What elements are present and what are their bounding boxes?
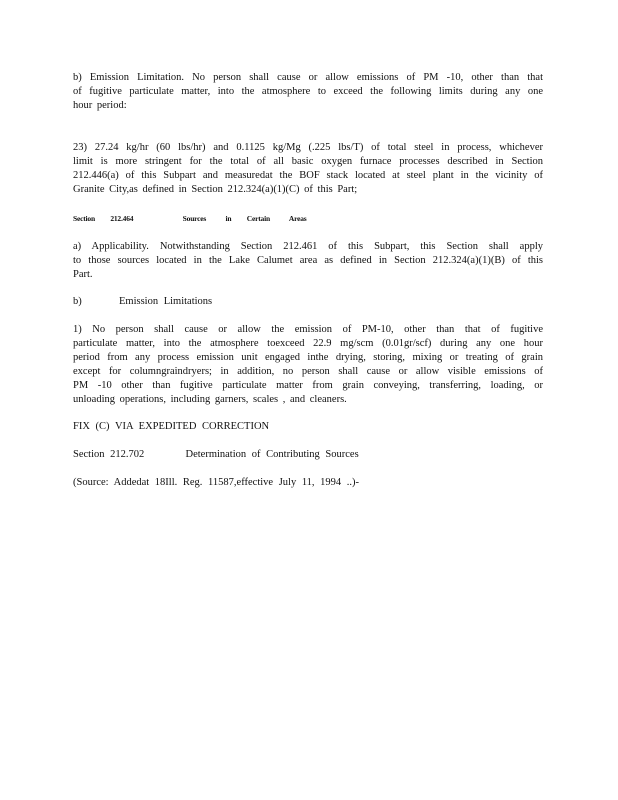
section-heading-word: Certain <box>246 214 270 223</box>
section-212-702 <box>73 448 359 462</box>
text-line: 23) 27.24 kg/hr (60 lbs/hr) and 0.1125 kg/Mg (.225 lbs/T) of total steel in process, whichever <box>73 142 543 153</box>
section-heading-word: in <box>225 214 232 223</box>
section-title: Determination of Contributing Sources <box>185 449 359 460</box>
text-line: 212.446(a) of this Subpart and measuredat the BOF stack located at steel plant in the vicinity of <box>73 170 543 181</box>
text-line: period from any process emission unit engaged inthe drying, storing, mixing or treating of grain <box>73 352 543 363</box>
source-line: (Source: Addedat 18Ill. Reg. 11587,effective July 11, 1994 ..)- <box>73 477 360 488</box>
section-heading-word: Sources <box>182 214 207 223</box>
paragraph-emission-limitation <box>73 71 543 113</box>
text-line: b) Emission Limitation. No person shall cause or allow emissions of PM -10, other than that <box>73 72 543 83</box>
paragraph-applicability <box>73 240 543 282</box>
subsection-title: Emission Limitations <box>119 296 213 307</box>
section-heading-212-464 <box>73 214 313 224</box>
section-label: Section 212.702 <box>73 449 145 460</box>
paragraph-emission-limitations <box>73 295 212 309</box>
paragraph-23 <box>73 141 543 197</box>
text-line: limit is more stringent for the total of all basic oxygen furnace processes described in Section <box>73 156 543 167</box>
text-line: Granite City,as defined in Section 212.324(a)(1)(C) of this Part; <box>73 184 358 195</box>
text-line: Part. <box>73 269 93 280</box>
section-heading-label: Section <box>73 214 95 223</box>
text-line: to those sources located in the Lake Calumet area as defined in Section 212.324(a)(1)(B) of this <box>73 255 543 266</box>
text-line: a) Applicability. Notwithstanding Section 212.461 of this Subpart, this Section shall apply <box>73 241 543 252</box>
text-line: of fugitive particulate matter, into the atmosphere to exceed the following limits during any one <box>73 86 543 97</box>
section-heading-code: 212.464 <box>110 214 134 223</box>
section-heading-word: Areas <box>288 214 307 223</box>
text-line: except for columngraindryers; in addition, no person shall cause or allow visible emissions of <box>73 366 543 377</box>
paragraph-1 <box>73 323 543 407</box>
text-line: 1) No person shall cause or allow the emission of PM-10, other than that of fugitive <box>73 324 543 335</box>
fix-line: FIX (C) VIA EXPEDITED CORRECTION <box>73 421 270 432</box>
text-line: unloading operations, including garners, scales , and cleaners. <box>73 394 347 405</box>
text-line: particulate matter, into the atmosphere toexceed 22.9 mg/scm (0.01gr/scf) during any one hour <box>73 338 543 349</box>
text-line: hour period: <box>73 100 127 111</box>
subsection-label: b) <box>73 296 82 307</box>
text-line: PM -10 other than fugitive particulate matter from grain conveying, transferring, loading, or <box>73 380 543 391</box>
